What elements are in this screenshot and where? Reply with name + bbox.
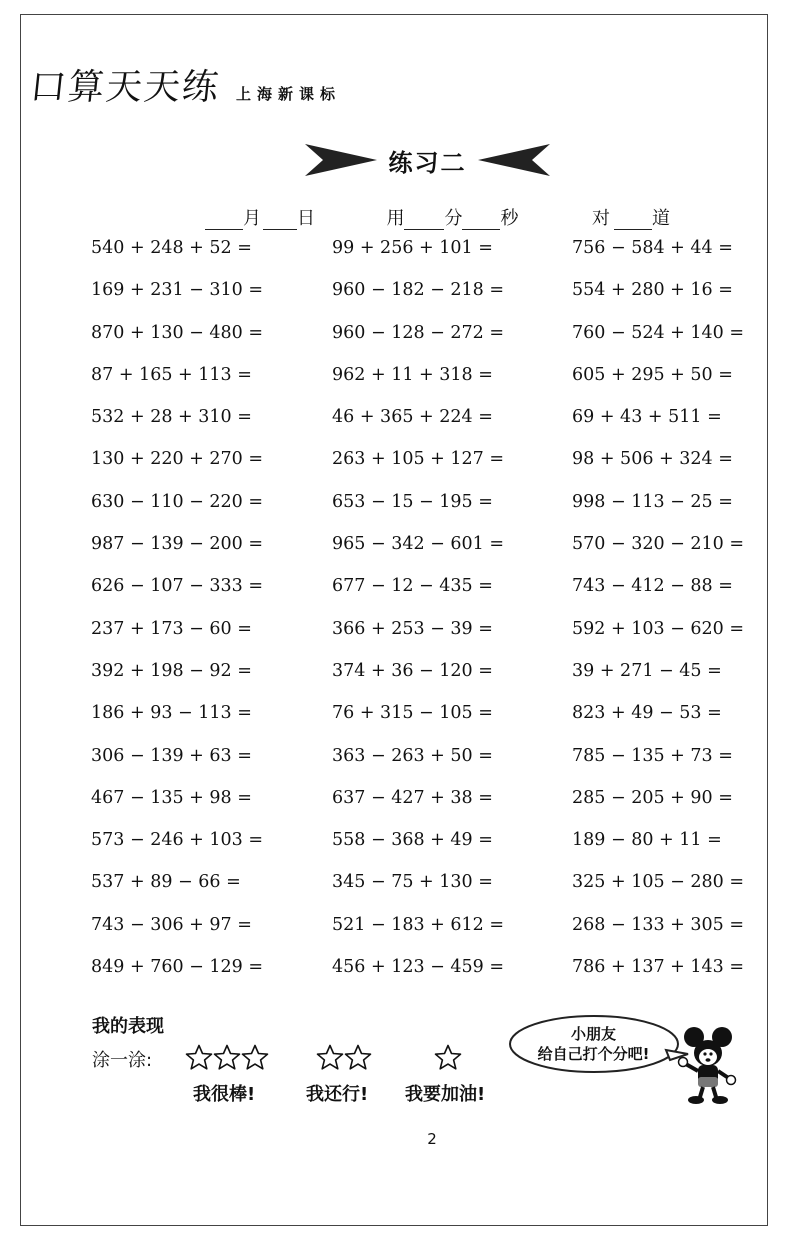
brand-header (27, 67, 342, 108)
problem-item: 186 + 93 − 113 = (91, 703, 252, 724)
day-blank[interactable] (263, 211, 297, 230)
second-blank[interactable] (462, 211, 500, 230)
problem-row (0, 403, 790, 445)
problem-item: 786 + 137 + 143 = (572, 957, 745, 978)
problem-item: 374 + 36 − 120 = (332, 660, 493, 681)
problem-item: 99 + 256 + 101 = (332, 238, 493, 258)
problem-row (0, 530, 790, 572)
exercise-title: 练习二 (388, 149, 467, 177)
performance-heading: 我的表现 (92, 1016, 164, 1037)
problems-unit-label: 道 (651, 208, 670, 229)
problem-item: 756 − 584 + 44 = (572, 238, 733, 258)
problem-item: 237 + 173 − 60 = (91, 618, 252, 639)
problem-item: 760 − 524 + 140 = (572, 322, 745, 343)
problem-item: 263 + 105 + 127 = (332, 449, 505, 470)
problem-item: 76 + 315 − 105 = (332, 703, 493, 724)
day-label: 日 (297, 208, 315, 229)
problem-item: 189 − 80 + 11 = (572, 830, 722, 851)
problem-item: 456 + 123 − 459 = (332, 957, 505, 978)
problem-item: 540 + 248 + 52 = (91, 238, 252, 258)
problem-row (0, 276, 790, 318)
problem-item: 960 − 128 − 272 = (332, 322, 505, 343)
problem-row (0, 911, 790, 953)
problem-item: 987 − 139 − 200 = (91, 534, 264, 555)
problem-item: 998 − 113 − 25 = (572, 491, 733, 512)
month-blank[interactable] (205, 211, 243, 230)
correct-label: 对 (591, 208, 610, 229)
problem-row (0, 699, 790, 741)
problem-item: 87 + 165 + 113 = (91, 364, 252, 385)
tier-label-2: 我还行! (306, 1084, 369, 1105)
minute-blank[interactable] (404, 211, 444, 230)
star-outline-icon[interactable] (434, 1044, 462, 1070)
date-line (205, 204, 675, 228)
problem-item: 962 + 11 + 318 = (332, 364, 493, 385)
problem-item: 630 − 110 − 220 = (91, 491, 264, 512)
problem-item: 554 + 280 + 16 = (572, 280, 733, 301)
star-outline-icon[interactable] (185, 1044, 213, 1070)
problem-item: 467 − 135 + 98 = (91, 787, 252, 808)
problem-item: 98 + 506 + 324 = (572, 449, 733, 470)
problem-item: 870 + 130 − 480 = (91, 322, 264, 343)
problem-item: 69 + 43 + 511 = (572, 407, 722, 428)
problem-row (0, 572, 790, 614)
tier-label-1: 我很棒! (193, 1084, 256, 1105)
problem-item: 285 − 205 + 90 = (572, 787, 733, 808)
problem-item: 363 − 263 + 50 = (332, 745, 493, 766)
problem-item: 46 + 365 + 224 = (332, 407, 493, 428)
tier-label-3: 我要加油! (405, 1084, 486, 1105)
problem-item: 345 − 75 + 130 = (332, 872, 493, 893)
star-outline-icon[interactable] (344, 1044, 372, 1070)
problem-item: 130 + 220 + 270 = (91, 449, 264, 470)
star-outline-icon[interactable] (316, 1044, 344, 1070)
exercise-banner (305, 138, 550, 182)
problem-row (0, 657, 790, 699)
brand-title: 口算天天练 (27, 67, 223, 108)
problem-item: 573 − 246 + 103 = (91, 830, 264, 851)
problem-row (0, 784, 790, 826)
problem-item: 785 − 135 + 73 = (572, 745, 733, 766)
cartoon-mouse-icon (674, 1025, 744, 1109)
page-number: 2 (427, 1130, 437, 1148)
correct-blank[interactable] (614, 211, 652, 230)
problem-row (0, 826, 790, 868)
stars-tier-2 (316, 1044, 372, 1074)
used-label: 用 (386, 208, 405, 229)
brand-subtitle: 上海新课标 (236, 85, 342, 103)
speech-bubble (506, 1010, 691, 1086)
problem-row (0, 868, 790, 910)
problem-item: 965 − 342 − 601 = (332, 534, 505, 555)
star-outline-icon[interactable] (241, 1044, 269, 1070)
problem-item: 592 + 103 − 620 = (572, 618, 745, 639)
problem-item: 849 + 760 − 129 = (91, 957, 264, 978)
second-label: 秒 (500, 208, 519, 229)
problem-row (0, 234, 790, 276)
problem-grid (0, 234, 790, 995)
stars-tier-1 (185, 1044, 269, 1074)
problem-item: 558 − 368 + 49 = (332, 830, 493, 851)
problem-row (0, 742, 790, 784)
month-label: 月 (243, 208, 261, 229)
problem-row (0, 361, 790, 403)
problem-item: 653 − 15 − 195 = (332, 491, 493, 512)
bubble-line-1: 小朋友 (570, 1025, 616, 1043)
minute-label: 分 (444, 208, 463, 229)
problem-item: 677 − 12 − 435 = (332, 576, 493, 597)
problem-row (0, 615, 790, 657)
paint-label: 涂一涂: (92, 1050, 153, 1071)
bubble-line-2: 给自己打个分吧! (537, 1045, 650, 1063)
problem-item: 605 + 295 + 50 = (572, 364, 733, 385)
problem-item: 532 + 28 + 310 = (91, 407, 252, 428)
problem-item: 960 − 182 − 218 = (332, 280, 505, 301)
problem-item: 626 − 107 − 333 = (91, 576, 264, 597)
problem-item: 39 + 271 − 45 = (572, 660, 722, 681)
problem-item: 169 + 231 − 310 = (91, 280, 264, 301)
problem-item: 743 − 306 + 97 = (91, 914, 252, 935)
stars-tier-3 (434, 1044, 462, 1074)
problem-item: 392 + 198 − 92 = (91, 660, 252, 681)
problem-item: 823 + 49 − 53 = (572, 703, 722, 724)
problem-item: 637 − 427 + 38 = (332, 787, 493, 808)
problem-row (0, 445, 790, 487)
problem-item: 743 − 412 − 88 = (572, 576, 733, 597)
problem-row (0, 488, 790, 530)
star-outline-icon[interactable] (213, 1044, 241, 1070)
problem-item: 537 + 89 − 66 = (91, 872, 241, 893)
problem-item: 521 − 183 + 612 = (332, 914, 505, 935)
problem-item: 268 − 133 + 305 = (572, 914, 745, 935)
problem-row (0, 953, 790, 995)
problem-row (0, 319, 790, 361)
problem-item: 306 − 139 + 63 = (91, 745, 252, 766)
problem-item: 366 + 253 − 39 = (332, 618, 493, 639)
problem-item: 325 + 105 − 280 = (572, 872, 745, 893)
problem-item: 570 − 320 − 210 = (572, 534, 745, 555)
